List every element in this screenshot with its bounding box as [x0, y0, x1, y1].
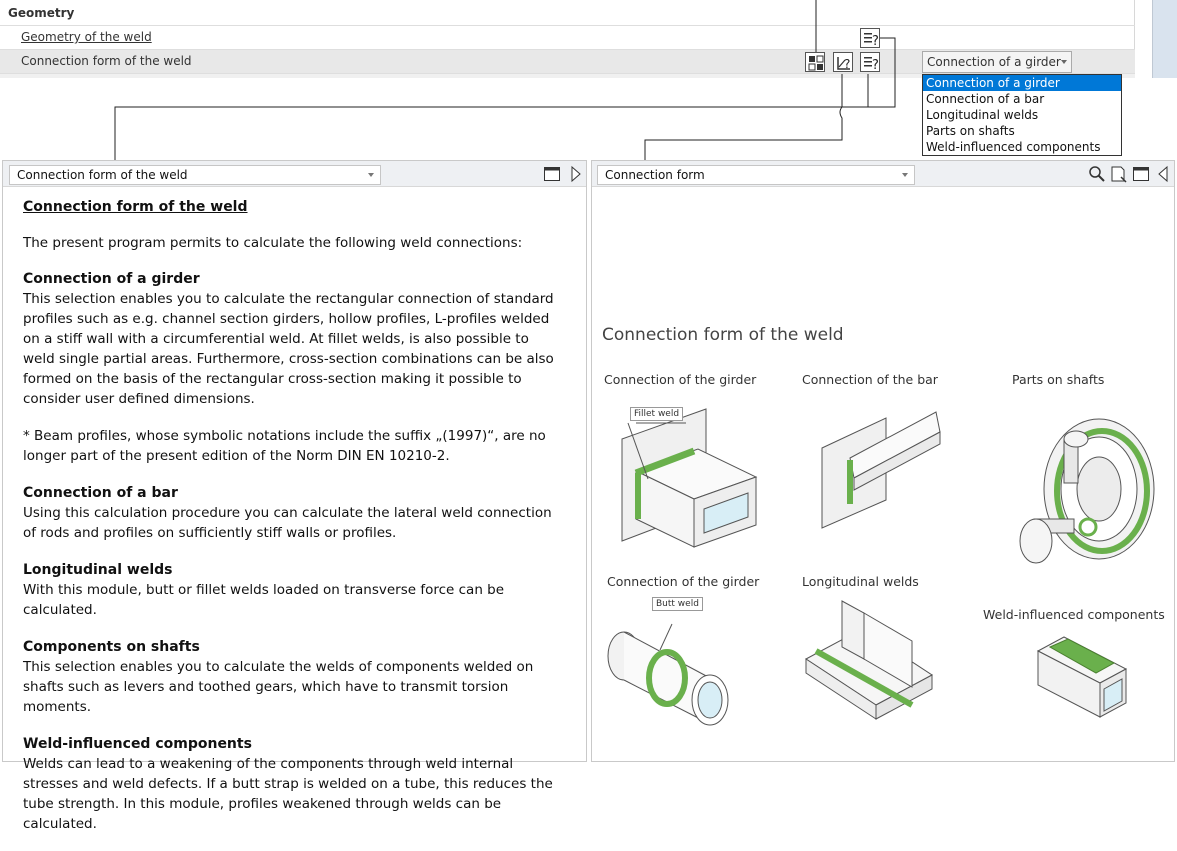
svg-text:?: ? [872, 34, 879, 49]
parts-on-shafts-figure [1014, 419, 1164, 579]
bar-connection-figure [816, 406, 946, 536]
help-section [23, 483, 563, 543]
girder-fillet-weld-figure [606, 399, 766, 549]
callout-lines [0, 0, 1177, 170]
help-section [23, 269, 563, 409]
help-content [23, 197, 563, 851]
window-icon[interactable] [1132, 165, 1150, 183]
illustration-title: Connection form of the weld [602, 325, 844, 345]
help-section [23, 637, 563, 717]
help-section-body: * Beam profiles, whose symbolic notations include the suffix „(1997)“, are no longer part of the present edition of the Norm DIN EN 10210-2. [23, 428, 546, 464]
window-icon[interactable] [543, 165, 561, 183]
connection-type-value: Connection of a girder [927, 55, 1061, 69]
dropdown-option[interactable]: Connection of a bar [926, 92, 1045, 106]
svg-text:?: ? [872, 58, 879, 73]
fillet-weld-tag: Fillet weld [630, 407, 683, 421]
help-section-heading: Weld-influenced components [23, 736, 252, 752]
help-text-pane [2, 160, 587, 832]
illustration-select-value: Connection form [605, 168, 705, 182]
dropdown-option[interactable]: Parts on shafts [926, 124, 1015, 138]
section-geometry: Geometry [0, 2, 1135, 26]
help-title: Connection form of the weld [23, 199, 248, 215]
expand-right-icon[interactable] [567, 165, 585, 183]
geometry-of-weld-link[interactable]: Geometry of the weld [21, 30, 152, 44]
help-section [23, 426, 563, 466]
illustration-pane [591, 160, 1175, 762]
svg-text:?: ? [844, 57, 851, 71]
longitudinal-welds-figure [802, 599, 937, 724]
caption-girder-connection-2: Connection of the girder [607, 574, 760, 589]
help-section-body: This selection enables you to calculate the welds of components welded on shafts such as levers and toothed gears, which have to transmit torsion moments. [23, 659, 534, 715]
help-section-heading: Components on shafts [23, 639, 200, 655]
illustration-pane-header [592, 161, 1174, 187]
help-section [23, 734, 563, 834]
dropdown-option[interactable]: Connection of a girder [923, 75, 1121, 91]
help-section-body: Welds can lead to a weakening of the components through weld internal stresses and weld defects. If a butt strap is welded on a tube, this reduces the tube strength. In this module, profiles weakened through welds can be calculated. [23, 756, 553, 832]
help-intro: The present program permits to calculate the following weld connections: [23, 235, 523, 251]
dropdown-option[interactable]: Weld-influenced components [926, 140, 1101, 154]
caption-bar-connection: Connection of the bar [802, 372, 938, 387]
print-preview-icon[interactable] [1110, 165, 1128, 183]
chevron-down-icon [902, 173, 908, 177]
chevron-down-icon [368, 173, 374, 177]
help-section-heading: Longitudinal welds [23, 562, 173, 578]
tube-butt-weld-figure [602, 616, 732, 726]
connection-form-label: Connection form of the weld [21, 54, 192, 68]
help-topic-select[interactable] [9, 165, 381, 185]
caption-girder-connection: Connection of the girder [604, 372, 757, 387]
help-pane-header [3, 161, 586, 187]
caption-weld-influenced: Weld-influenced components [983, 607, 1165, 622]
butt-weld-tag: Butt weld [652, 597, 703, 611]
help-section-heading: Connection of a girder [23, 271, 200, 287]
dropdown-option[interactable]: Longitudinal welds [926, 108, 1039, 122]
zoom-icon[interactable] [1088, 165, 1106, 183]
weld-influenced-figure [1028, 631, 1138, 726]
help-section-body: Using this calculation procedure you can calculate the lateral weld connection of rods and profiles on sufficiently stiff walls or profiles. [23, 505, 552, 541]
illustration-select[interactable] [597, 165, 915, 185]
help-section-body: With this module, butt or fillet welds loaded on transverse force can be calculated. [23, 582, 505, 618]
help-topic-value: Connection form of the weld [17, 168, 188, 182]
caption-parts-on-shafts: Parts on shafts [1012, 372, 1105, 387]
help-section [23, 560, 563, 620]
help-section-heading: Connection of a bar [23, 485, 178, 501]
help-section-body: This selection enables you to calculate the rectangular connection of standard profiles such as e.g. channel section girders, hollow profiles, L-profiles welded on a stiff wall with a circumferential weld. At fillet welds, is also possible to weld single partial areas. Furthermore, cross-section combinations can be also formed on the basis of the rectangular cross-section making it possible to consider user defined dimensions. [23, 291, 554, 407]
caption-longitudinal-welds: Longitudinal welds [802, 574, 919, 589]
expand-left-icon[interactable] [1154, 165, 1172, 183]
